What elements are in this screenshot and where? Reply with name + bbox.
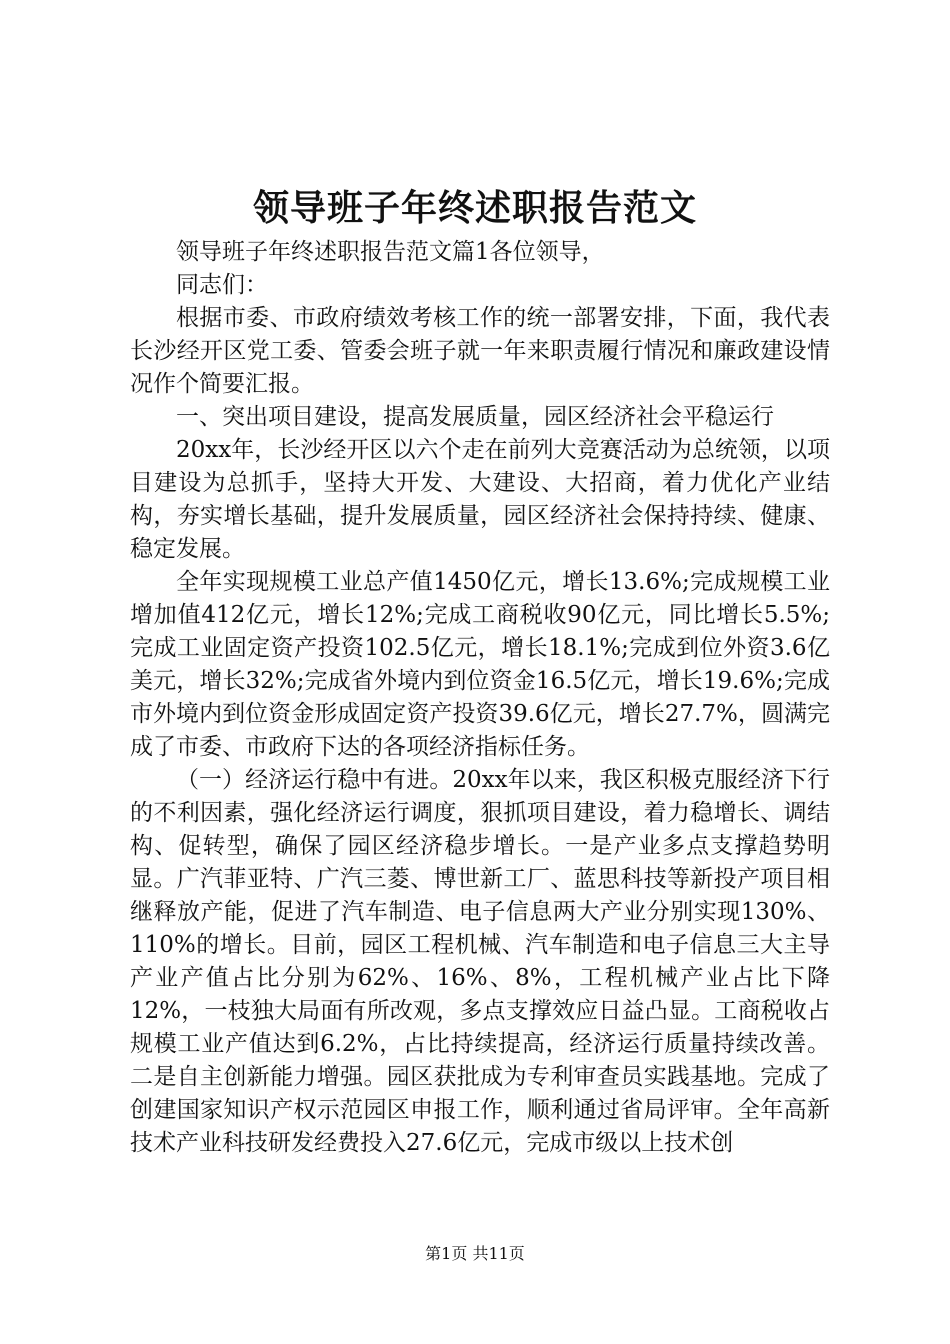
page-number-footer: 第1页 共11页 bbox=[425, 1244, 525, 1263]
paragraph-statistics: 全年实现规模工业总产值1450亿元，增长13.6%;完成规模工业增加值412亿元，增长12%;完成工商税收90亿元，同比增长5.5%;完成工业固定资产投资102.5亿元，增长18.1%;完成到位外资3.6亿美元，增长32%;完成省外境内到位资金16.5亿元，增长19.6%;完成市外境内到位资金形成固定资产投资39.6亿元，增长27.7%，圆满完成了市委、市政府下达的各项经济指标任务。 bbox=[130, 569, 830, 760]
paragraph-section-heading: 一、突出项目建设，提高发展质量，园区经济社会平稳运行 bbox=[176, 404, 774, 430]
document-body bbox=[130, 236, 830, 1160]
paragraph-economy: （一）经济运行稳中有进。20xx年以来，我区积极克服经济下行的不利因素，强化经济运行调度，狠抓项目建设，着力稳增长、调结构、促转型，确保了园区经济稳步增长。一是产业多点支撑趋势明显。广汽菲亚特、广汽三菱、博世新工厂、蓝思科技等新投产项目相继释放产能，促进了汽车制造、电子信息两大产业分别实现130%、110%的增长。目前，园区工程机械、汽车制造和电子信息三大主导产业产值占比分别为62%、16%、8%，工程机械产业占比下降12%，一枝独大局面有所改观，多点支撑效应日益凸显。工商税收占规模工业产值达到6.2%，占比持续提高，经济运行质量持续改善。二是自主创新能力增强。园区获批成为专利审查员实践基地。完成了创建国家知识产权示范园区申报工作，顺利通过省局评审。全年高新技术产业科技研发经费投入27.6亿元，完成市级以上技术创 bbox=[130, 767, 830, 1156]
paragraph-overview: 20xx年，长沙经开区以六个走在前列大竞赛活动为总统领，以项目建设为总抓手，坚持大开发、大建设、大招商，着力优化产业结构，夯实增长基础，提升发展质量，园区经济社会保持持续、健康、稳定发展。 bbox=[130, 437, 830, 562]
paragraph-salutation: 同志们： bbox=[176, 272, 268, 298]
document-title: 领导班子年终述职报告范文 bbox=[252, 187, 697, 229]
paragraph-intro: 根据市委、市政府绩效考核工作的统一部署安排，下面，我代表长沙经开区党工委、管委会班子就一年来职责履行情况和廉政建设情况作个简要汇报。 bbox=[130, 305, 830, 397]
paragraph-greeting: 领导班子年终述职报告范文篇1各位领导， bbox=[176, 239, 605, 265]
